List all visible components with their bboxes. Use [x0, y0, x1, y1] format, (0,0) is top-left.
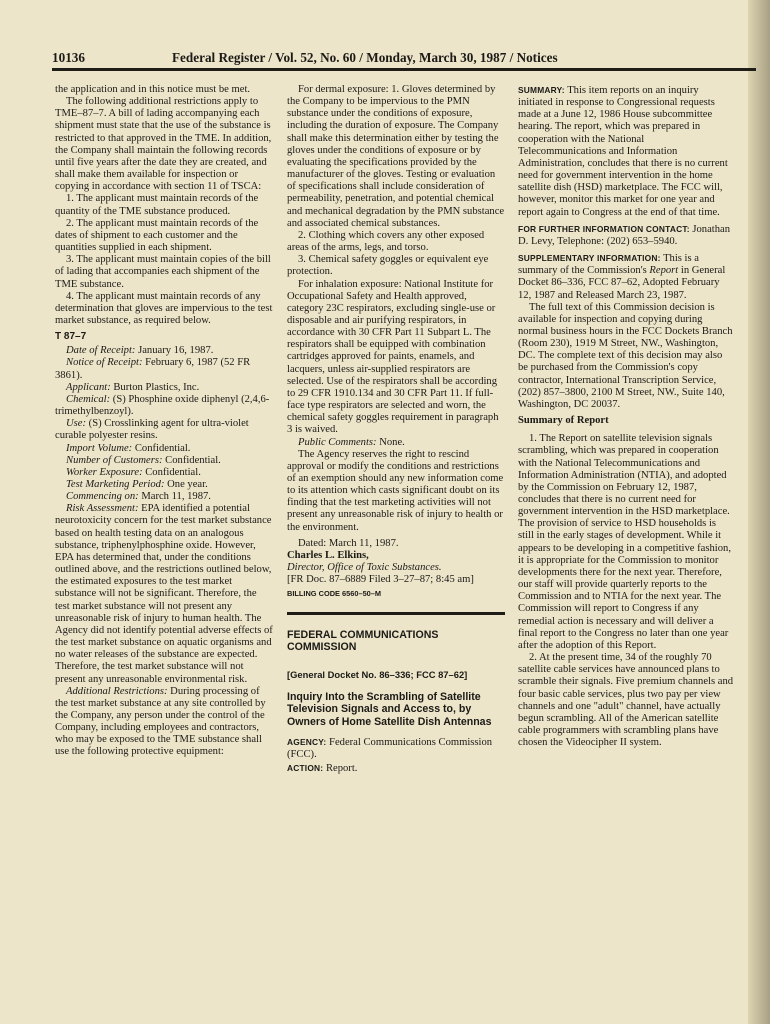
column-2	[287, 84, 505, 775]
field-chemical	[55, 394, 273, 418]
field-label: Test Marketing Period:	[66, 479, 165, 490]
field-value: January 16, 1987.	[135, 345, 214, 357]
field-date-of-receipt	[55, 345, 273, 357]
field-supplementary-information	[518, 252, 734, 302]
header-rule	[52, 68, 756, 71]
field-use	[55, 418, 273, 442]
column-3	[518, 84, 734, 749]
field-additional-restrictions	[55, 686, 273, 759]
field-value: Confidential.	[162, 454, 221, 466]
field-value: Report.	[323, 762, 358, 774]
field-number-of-customers	[55, 455, 273, 467]
field-value: This is a summary of the Commission's	[518, 253, 699, 277]
page-edge-shadow	[748, 0, 770, 1024]
field-label: Chemical:	[66, 393, 111, 405]
running-title: Federal Register / Vol. 52, No. 60 / Monday, March 30, 1987 / Notices	[172, 50, 558, 65]
field-label: Commencing on:	[66, 491, 139, 503]
field-label: AGENCY:	[287, 737, 327, 748]
paragraph: 2. Clothing which covers any other exposed areas of the arms, legs, and torso.	[287, 229, 485, 254]
billing-code: BILLING CODE 6560–50–M	[287, 589, 382, 599]
list-item: 3. The applicant must maintain copies of the bill of lading that accompanies each shipment of the TME substance.	[55, 254, 271, 290]
signer-name: Charles L. Elkins,	[287, 549, 369, 561]
field-label: Additional Restrictions:	[66, 685, 168, 697]
field-value: This item reports on an inquiry initiated in response to Congressional requests made at a June 12, 1986 House subcommittee hearing. The report, which was prepared in cooperation with the National Telecommunications and Information Administration, concludes that there is no current need for government intervention in the home satellite dish (HSD) marketplace. The FCC will, however, monitor this market for one year and report again to Congress at the end of that time.	[518, 85, 728, 218]
field-label: Public Comments:	[298, 436, 377, 448]
field-value: During processing of the test market substance at any site controlled by the Company, any person under the control of the Company, including employees and contractors, who may be exposed to the TME substance shall use the following protective equipment:	[55, 685, 266, 758]
field-test-marketing-period	[55, 479, 273, 491]
field-label: Use:	[66, 418, 87, 430]
paragraph: The full text of this Commission decision is available for inspection and copying during normal business hours in the FCC Dockets Branch (Room 230), 1919 M Street, NW., Washington, DC. The complete text of this decision may also be purchased from the Commission's copy contractor, International Transcription Service, (202) 857–3800, 2100 M Street, NW., Suite 140, Washington, DC 20037.	[518, 301, 733, 410]
list-item: 2. The applicant must maintain records of the dates of shipment to each customer and the quantities supplied in each shipment.	[55, 217, 259, 254]
field-label: FOR FURTHER INFORMATION CONTACT:	[518, 223, 690, 234]
field-label: SUPPLEMENTARY INFORMATION:	[518, 253, 661, 264]
signer-title: Director, Office of Toxic Substances.	[287, 562, 442, 574]
field-risk-assessment	[55, 503, 273, 685]
agency-heading: FEDERAL COMMUNICATIONS COMMISSION	[287, 628, 439, 653]
field-label: ACTION:	[287, 762, 324, 773]
section-heading: Summary of Report	[518, 415, 609, 427]
field-value: One year.	[164, 479, 208, 490]
field-value: None.	[376, 436, 405, 448]
field-label: Notice of Receipt:	[66, 357, 143, 369]
report-italic: Report	[649, 265, 679, 277]
field-value: in General Docket 86–336, FCC 87–62, Adopted February 12, 1987 and Released March 23, 1987.	[518, 265, 726, 301]
paragraph: For inhalation exposure: National Institute for Occupational Safety and Health approved, category 23C respirators, excluding single-use or disposable and air purifying respirators, in accordance with 30 CFR Part 11 Subpart L. The respirators shall be equipped with combination cartridges approved for paints, enamels, and lacquers, unless air-supplied respirators are selected. Use of the respirators shall be according to 29 CFR 1910.134 and 30 CFR Part 11. If full-face type respirators are selected and worn, the chemical safety goggles requirement in paragraph 3 is waived.	[287, 278, 499, 436]
field-label: SUMMARY:	[518, 85, 565, 95]
running-header	[52, 50, 756, 68]
field-value: Burton Plastics, Inc.	[110, 381, 200, 393]
field-value: EPA identified a potential neurotoxicity concern for the test market substance based on health testing data on an analogous substance, triphenylphosphine oxide. However, EPA has determined that, under the conditions outlined above, and the restrictions outlined below, the estimated exposures to the test market substance will not be significant. Therefore, the test market substance will not present any unreasonable risk of injury to human health. The Agency did not identify potential adverse effects of the test market substance on aquatic organisms and no water releases of the substance are expected. Therefore, the test market substance will not present any unreasonable environmental risk.	[55, 503, 273, 685]
fr-doc-line: [FR Doc. 87–6889 Filed 3–27–87; 8:45 am]	[287, 574, 474, 586]
field-label: Date of Receipt:	[66, 345, 136, 357]
field-label: Worker Exposure:	[66, 466, 143, 478]
paragraph: 1. The Report on satellite television signals scrambling, which was prepared in cooperation with the National Telecommunications and Information Administration (NTIA), and adopted by the Commission on February 12, 1987, concludes that there is no current need for government intervention in the HSD marketplace. The provision of service to HSD households is still in the early stages of development. While it appears to be developing in a competitive fashion, it is appropriate for the Commission to monitor developments there for the next year. Therefore, our staff will provide quarterly reports to the Commission and to NTIA for the next year. The Commission will report to Congress if any remedial action is necessary and will deliver a final report to the Congress no later than one year after the adoption of this Report.	[518, 433, 731, 651]
paragraph: 3. Chemical safety goggles or equivalent eye protection.	[287, 254, 489, 278]
section-heading: T 87–7	[55, 331, 87, 343]
field-action	[287, 762, 505, 775]
paragraph: For dermal exposure: 1. Gloves determined by the Company to be impervious to the PMN substance under the conditions of exposure, including the duration of exposure. The Company shall make this determination either by testing the gloves under the conditions of exposure or by evaluating the specifications provided by the manufacturer of the gloves. Testing or evaluation of specifications shall include consideration of permeability, penetration, and potential chemical and mechanical degradation by the PMN substance and associated chemical substances.	[287, 84, 505, 229]
field-label: Applicant:	[66, 381, 111, 393]
page-number: 10136	[52, 50, 85, 65]
field-notice-of-receipt	[55, 357, 273, 381]
paragraph: The Agency reserves the right to rescind approval or modify the conditions and restrictions of an exemption should any new information come to its attention which casts significant doubt on its finding that the test marketing activities will not present any unreasonable risk of injury to health or the environment.	[287, 448, 504, 533]
list-item: 1. The applicant must maintain records of the quantity of the TME substance produced.	[55, 193, 259, 217]
dated-line: Dated: March 11, 1987.	[298, 537, 399, 549]
field-import-volume	[55, 443, 273, 455]
field-label: Number of Customers:	[66, 454, 163, 466]
docket-line: [General Docket No. 86–336; FCC 87–62]	[287, 669, 468, 681]
field-value: February 6, 1987 (52 FR 3861).	[55, 357, 251, 381]
paragraph: 2. At the present time, 34 of the roughly 70 satellite cable services have announced plans to scramble their signals. Five premium channels and four basic cable services, plus two pay per view channels and one "adult" channel, have actually begun scrambling. All of the American satellite cable programmers with scrambling plans have chosen the Videocipher II system.	[518, 652, 734, 749]
field-summary	[518, 84, 734, 219]
field-value: Federal Communications Commission (FCC).	[287, 737, 493, 761]
field-value: Jonathan D. Levy, Telephone: (202) 653–5940.	[518, 223, 731, 247]
field-value: (S) Crosslinking agent for ultra-violet curable polyester resins.	[55, 418, 249, 442]
list-item: 4. The applicant must maintain records of any determination that gloves are impervious to the test market substance, as required below.	[55, 290, 273, 326]
field-applicant	[55, 382, 273, 394]
field-value: (S) Phosphine oxide diphenyl (2,4,6-trimethylbenzoyl).	[55, 393, 270, 418]
column-1	[55, 84, 273, 759]
field-value: Confidential.	[132, 442, 191, 454]
field-contact	[518, 223, 734, 248]
field-label: Import Volume:	[66, 442, 133, 454]
paragraph: the application and in this notice must be met.	[55, 84, 251, 95]
field-public-comments	[287, 437, 505, 449]
field-agency	[287, 736, 505, 761]
field-value: March 11, 1987.	[138, 491, 211, 503]
field-value: Confidential.	[142, 466, 201, 478]
field-commencing-on	[55, 491, 273, 503]
document-title: Inquiry Into the Scrambling of Satellite Television Signals and Access to, by Owners of Home Satellite Dish Antennas	[287, 690, 492, 728]
paragraph: The following additional restrictions apply to TME–87–7. A bill of lading accompanying each shipment must state that the use of the substance is restricted to that approved in the TME. In addition, the Company shall maintain the following records until five years after the date they are created, and shall make them available for inspection or copying in accordance with section 11 of TSCA:	[55, 96, 272, 193]
field-label: Risk Assessment:	[66, 503, 139, 515]
field-worker-exposure	[55, 467, 273, 479]
section-divider	[287, 612, 505, 615]
